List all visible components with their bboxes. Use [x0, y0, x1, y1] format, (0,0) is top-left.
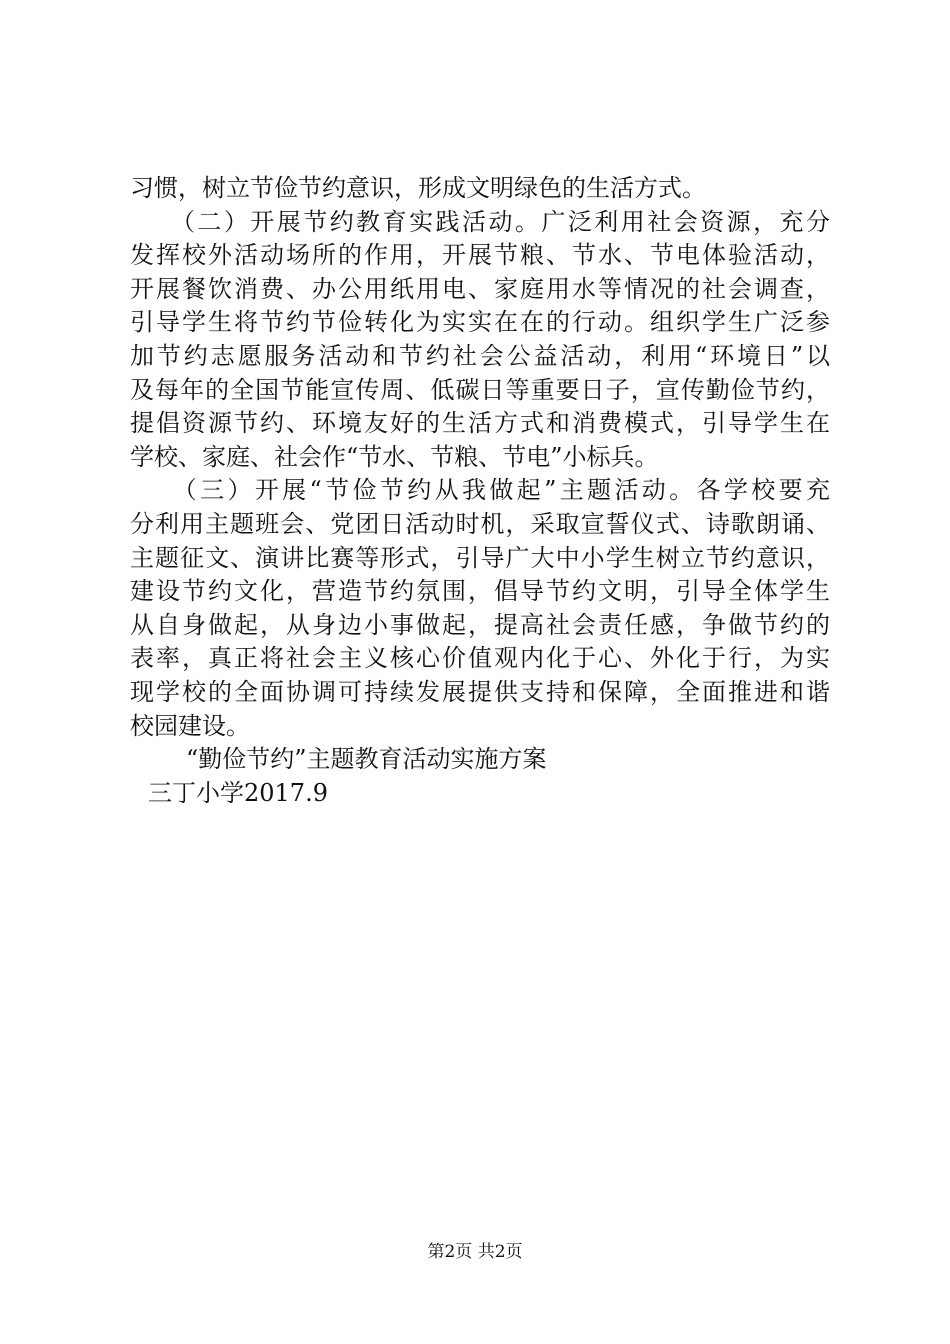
paragraph-line: 引导学生将节约节俭转化为实实在在的行动。组织学生广泛参 [130, 308, 830, 337]
paragraph-line: 学校、家庭、社会作“节水、节粮、节电”小标兵。 [130, 442, 659, 471]
paragraph-line: （三）开展“节俭节约从我做起”主题活动。各学校要充 [130, 476, 830, 505]
paragraph-line: 从自身做起，从身边小事做起，提高社会责任感，争做节约的 [130, 610, 830, 639]
paragraph-line: 提倡资源节约、环境友好的生活方式和消费模式，引导学生在 [130, 409, 830, 438]
paragraph-line: 现学校的全面协调可持续发展提供支持和保障，全面推进和谐 [130, 677, 830, 706]
document-body [130, 172, 830, 810]
paragraph-line: 建设节约文化，营造节约氛围，倡导节约文明，引导全体学生 [130, 577, 830, 606]
page-footer [0, 1240, 950, 1264]
paragraph-line: 校园建设。 [130, 711, 250, 740]
paragraph-line: 分利用主题班会、党团日活动时机，采取宣誓仪式、诗歌朗诵、 [130, 509, 830, 538]
paragraph-line: 发挥校外活动场所的作用，开展节粮、节水、节电体验活动， [130, 241, 830, 270]
paragraph-line: 加节约志愿服务活动和节约社会公益活动，利用“环境日”以 [130, 341, 830, 370]
paragraph-line: （二）开展节约教育实践活动。广泛利用社会资源，充分 [130, 207, 830, 236]
paragraph-line: 表率，真正将社会主义核心价值观内化于心、外化于行，为实 [130, 644, 830, 673]
paragraph-line: 主题征文、演讲比赛等形式，引导广大中小学生树立节约意识， [130, 543, 830, 572]
signature-line: 三丁小学2017.9 [148, 778, 328, 807]
paragraph-line: 及每年的全国节能宣传周、低碳日等重要日子，宣传勤俭节约， [130, 375, 830, 404]
paragraph-line: 习惯，树立节俭节约意识，形成文明绿色的生活方式。 [130, 174, 706, 202]
paragraph-line: 开展餐饮消费、办公用纸用电、家庭用水等情况的社会调查， [130, 274, 830, 303]
document-title: “勤俭节约”主题教育活动实施方案 [186, 745, 547, 774]
page-number: 第2页 共2页 [427, 1242, 523, 1262]
